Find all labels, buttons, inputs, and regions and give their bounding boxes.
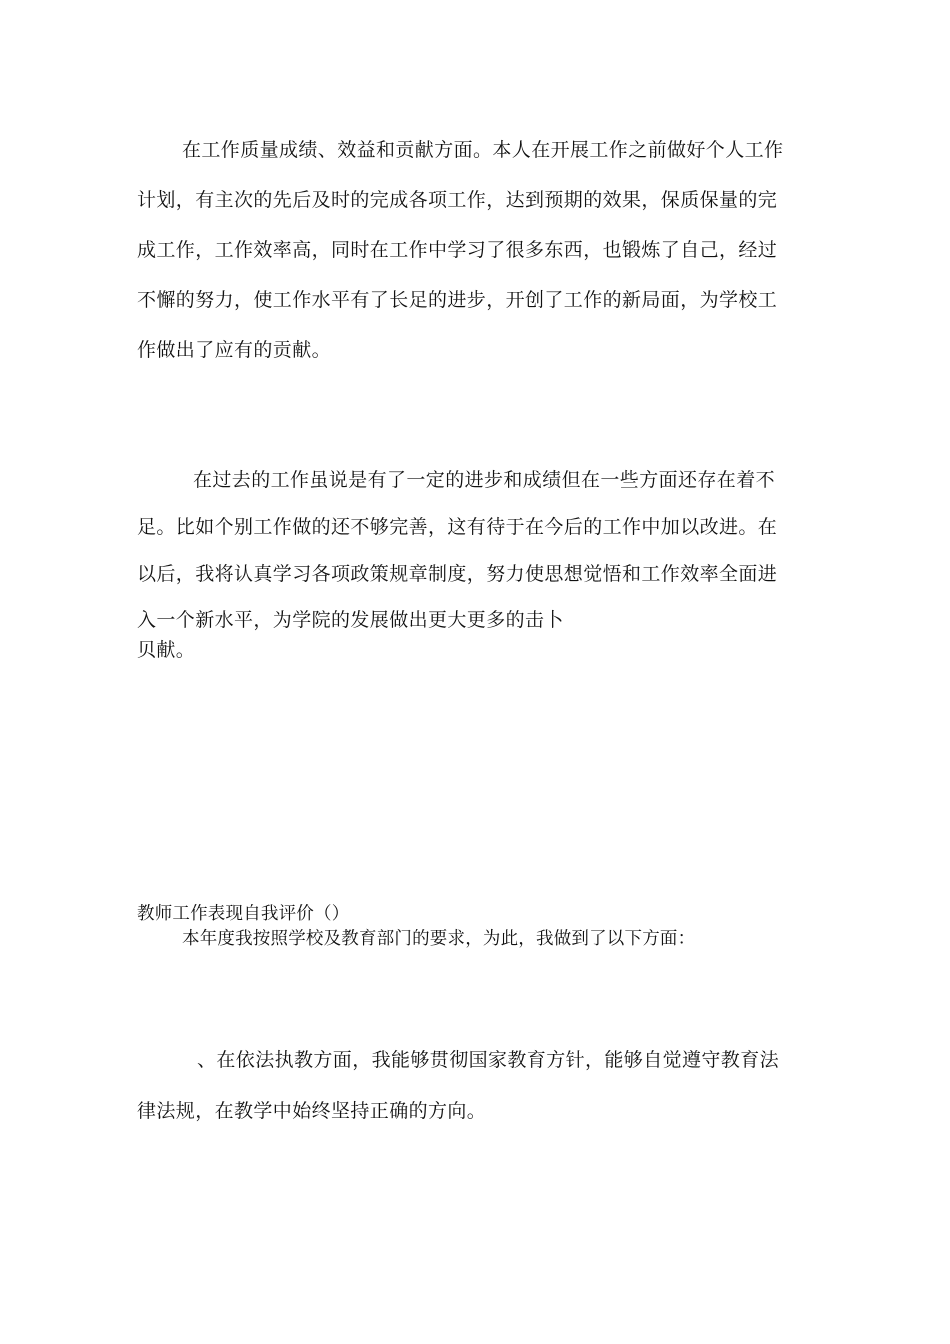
paragraph-3-line-2: 律法规，在教学中始终坚持正确的方向。 [137, 1100, 487, 1122]
paragraph-1-line-5: 作做出了应有的贡献。 [137, 339, 332, 361]
paragraph-1-line-1: 在工作质量成绩、效益和贡献方面。本人在开展工作之前做好个人工作 [182, 139, 784, 161]
paragraph-2-line-1: 在过去的工作虽说是有了一定的进步和成绩但在一些方面还存在着不 [193, 469, 776, 491]
paragraph-2-line-3: 以后，我将认真学习各项政策规章制度，努力使思想觉悟和工作效率全面进 [137, 563, 778, 585]
paragraph-2-line-2: 足。比如个别工作做的还不够完善，这有待于在今后的工作中加以改进。在 [137, 516, 778, 538]
paragraph-2-line-5: 贝献。 [137, 639, 196, 661]
paragraph-3-line-1: 、在依法执教方面，我能够贯彻国家教育方针，能够自觉遵守教育法 [197, 1049, 780, 1071]
paragraph-1-line-3: 成工作，工作效率高，同时在工作中学习了很多东西，也锻炼了自己，经过 [137, 239, 778, 261]
section-heading: 教师工作表现自我评价（） [137, 904, 350, 924]
paragraph-1-line-4: 不懈的努力，使工作水平有了长足的进步，开创了工作的新局面，为学校工 [137, 289, 778, 311]
paragraph-1-line-2: 计划，有主次的先后及时的完成各项工作，达到预期的效果，保质保量的完 [137, 189, 778, 211]
paragraph-2-line-4: 入一个新水平，为学院的发展做出更大更多的击卜 [137, 609, 564, 631]
intro-line: 本年度我按照学校及教育部门的要求，为此，我做到了以下方面： [182, 929, 696, 949]
